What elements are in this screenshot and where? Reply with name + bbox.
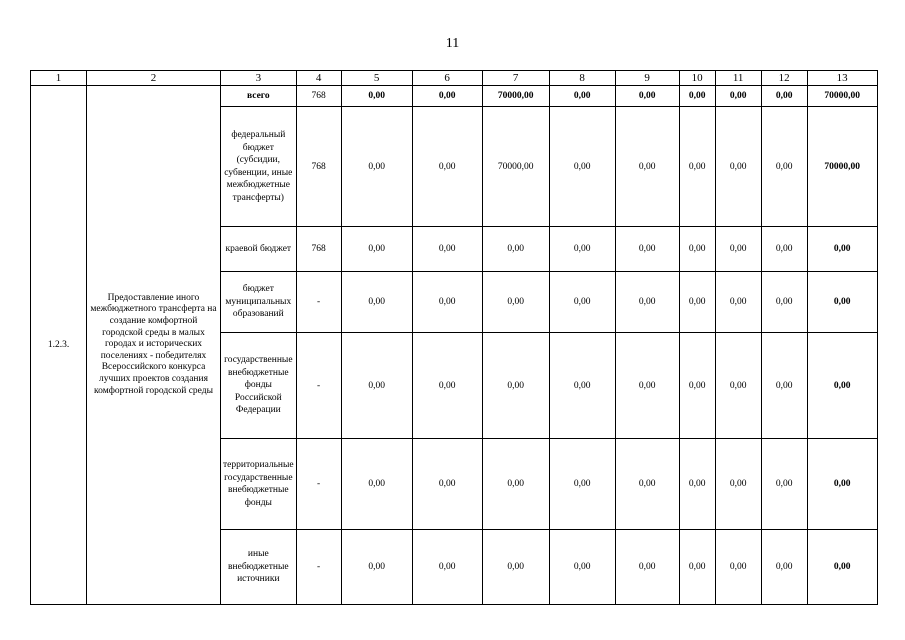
value-cell: 0,00 [412,333,482,439]
value-cell: 0,00 [482,227,549,272]
value-cell: 70000,00 [482,107,549,227]
value-cell: 0,00 [341,107,412,227]
value-cell: 0,00 [715,530,761,605]
value-cell: 0,00 [341,86,412,107]
value-cell: 0,00 [679,227,715,272]
value-cell: 0,00 [341,227,412,272]
value-cell: 70000,00 [807,86,877,107]
value-cell: 0,00 [482,272,549,333]
value-cell: 0,00 [679,530,715,605]
funding-source: всего [221,86,297,107]
value-cell: 0,00 [412,272,482,333]
value-cell: 0,00 [761,227,807,272]
value-cell: 0,00 [482,439,549,530]
value-cell: 0,00 [549,86,615,107]
value-cell: 0,00 [482,530,549,605]
value-cell: 0,00 [412,439,482,530]
budget-table [30,70,878,605]
cell-col4: - [296,272,341,333]
column-number: 2 [87,71,221,86]
value-cell: 0,00 [761,86,807,107]
value-cell: 0,00 [549,333,615,439]
value-cell: 0,00 [341,333,412,439]
column-number-row [31,71,878,86]
value-cell: 0,00 [807,333,877,439]
value-cell: 0,00 [807,530,877,605]
cell-col4: 768 [296,227,341,272]
value-cell: 0,00 [715,86,761,107]
cell-col4: - [296,333,341,439]
funding-source: федеральный бюджет (субсидии, субвенции, иные межбюджетные трансферты) [221,107,297,227]
value-cell: 0,00 [615,86,679,107]
value-cell: 0,00 [412,86,482,107]
value-cell: 0,00 [341,530,412,605]
value-cell: 0,00 [807,272,877,333]
funding-source: иные внебюджетные источники [221,530,297,605]
funding-source: государственные внебюджетные фонды Российской Федерации [221,333,297,439]
value-cell: 0,00 [615,227,679,272]
value-cell: 0,00 [761,439,807,530]
value-cell: 0,00 [615,439,679,530]
column-number: 13 [807,71,877,86]
value-cell: 0,00 [341,439,412,530]
table-row-total [31,86,878,107]
value-cell: 70000,00 [482,86,549,107]
value-cell: 0,00 [679,272,715,333]
column-number: 12 [761,71,807,86]
value-cell: 0,00 [715,439,761,530]
value-cell: 0,00 [412,227,482,272]
value-cell: 0,00 [482,333,549,439]
column-number: 8 [549,71,615,86]
page-number: 11 [445,36,460,51]
column-number: 10 [679,71,715,86]
value-cell: 0,00 [715,333,761,439]
value-cell: 0,00 [549,272,615,333]
value-cell: 70000,00 [807,107,877,227]
cell-col4: 768 [296,86,341,107]
value-cell: 0,00 [412,107,482,227]
value-cell: 0,00 [549,227,615,272]
value-cell: 0,00 [615,530,679,605]
value-cell: 0,00 [761,333,807,439]
value-cell: 0,00 [761,107,807,227]
value-cell: 0,00 [341,272,412,333]
value-cell: 0,00 [412,530,482,605]
value-cell: 0,00 [679,86,715,107]
value-cell: 0,00 [807,439,877,530]
column-number: 3 [221,71,297,86]
column-number: 6 [412,71,482,86]
value-cell: 0,00 [761,530,807,605]
value-cell: 0,00 [715,272,761,333]
value-cell: 0,00 [549,439,615,530]
funding-source: территориальные государственные внебюджетные фонды [221,439,297,530]
value-cell: 0,00 [615,107,679,227]
value-cell: 0,00 [549,530,615,605]
cell-col4: - [296,530,341,605]
column-number: 1 [31,71,87,86]
cell-col4: 768 [296,107,341,227]
column-number: 11 [715,71,761,86]
funding-source: бюджет муниципальных образований [221,272,297,333]
column-number: 4 [296,71,341,86]
value-cell: 0,00 [679,107,715,227]
value-cell: 0,00 [679,333,715,439]
value-cell: 0,00 [715,107,761,227]
item-name: Предоставление иного межбюджетного трансферта на создание комфортной городской среды в малых городах и исторических поселениях - победителях Всероссийского конкурса лучших проектов создания комфортной городской среды [87,86,221,605]
value-cell: 0,00 [615,272,679,333]
value-cell: 0,00 [549,107,615,227]
value-cell: 0,00 [761,272,807,333]
item-number: 1.2.3. [31,86,87,605]
column-number: 7 [482,71,549,86]
column-number: 9 [615,71,679,86]
column-number: 5 [341,71,412,86]
value-cell: 0,00 [679,439,715,530]
cell-col4: - [296,439,341,530]
value-cell: 0,00 [807,227,877,272]
value-cell: 0,00 [715,227,761,272]
funding-source: краевой бюджет [221,227,297,272]
value-cell: 0,00 [615,333,679,439]
